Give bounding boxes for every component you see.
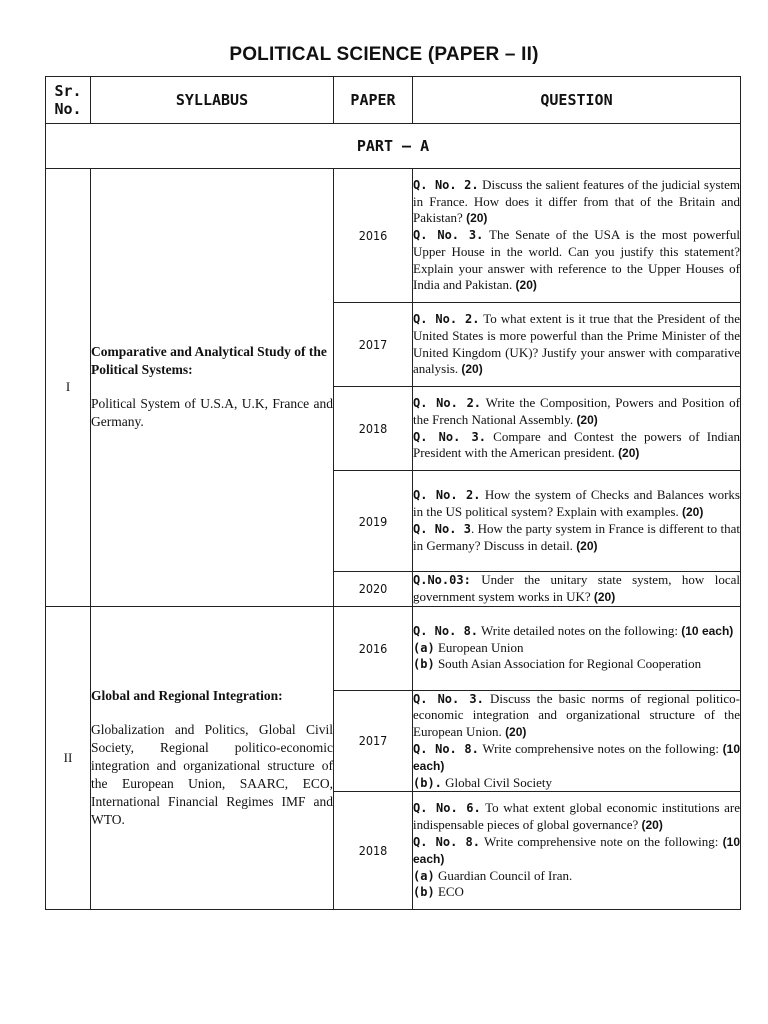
question-text: Under the unitary state system, how local government system works in UK? xyxy=(413,572,740,604)
header-sr-no: Sr. No. xyxy=(46,77,91,124)
question-item xyxy=(413,800,740,834)
question-text: . How the party system in France is different to that in Germany? Discuss in detail. xyxy=(413,521,740,553)
question-marks: (20) xyxy=(461,362,483,377)
question-number: Q. No. 3. xyxy=(413,429,486,444)
question-marks: (20) xyxy=(466,211,488,226)
question-item xyxy=(413,868,740,885)
question-item xyxy=(413,656,740,673)
question-number: Q. No. 8. xyxy=(413,623,479,638)
question-marks: (10 each) xyxy=(413,741,740,773)
question-cell xyxy=(413,169,741,303)
question-text: Discuss the basic norms of regional politico-economic integration and organizational structure of the European Union. xyxy=(413,690,740,740)
question-cell xyxy=(413,606,741,690)
question-marks: (20) xyxy=(618,446,640,461)
syllabus-topic: Global and Regional Integration: xyxy=(91,687,283,703)
question-text: The Senate of the USA is the most powerful Upper House in the world. Can you justify this statement? Explain your answer with reference to the Upper Houses of India and Pakistan. xyxy=(413,227,740,293)
question-item xyxy=(413,884,740,901)
syllabus-cell xyxy=(91,169,334,607)
question-text: Compare and Contest the powers of Indian President with the American president. xyxy=(413,428,740,461)
header-row xyxy=(46,77,741,124)
question-item xyxy=(413,311,740,378)
question-item xyxy=(413,429,740,463)
question-item xyxy=(413,775,740,792)
question-cell xyxy=(413,572,741,607)
question-item xyxy=(413,691,740,741)
question-cell xyxy=(413,387,741,471)
question-number: Q. No. 3. xyxy=(413,228,484,243)
question-marks: (20) xyxy=(576,412,598,427)
header-syllabus: SYLLABUS xyxy=(91,77,334,124)
table-body xyxy=(46,124,741,910)
question-number: Q. No. 2. xyxy=(413,488,481,503)
question-text: Write comprehensive notes on the following: xyxy=(478,740,723,756)
question-text: Write the Composition, Powers and Position of the French National Assembly. xyxy=(413,394,740,427)
question-cell xyxy=(413,792,741,910)
question-item xyxy=(413,834,740,868)
paper-year: 2019 xyxy=(334,471,413,572)
paper-year: 2020 xyxy=(334,572,413,607)
question-text: Write comprehensive note on the following: xyxy=(480,834,723,850)
question-number: Q. No. 2. xyxy=(413,311,480,326)
table-row xyxy=(46,606,741,690)
question-cell xyxy=(413,471,741,572)
question-marks: (10 each) xyxy=(413,835,740,866)
header-question: QUESTION xyxy=(413,77,741,124)
question-text: How the system of Checks and Balances works in the US political system? Explain with examples. xyxy=(413,487,740,520)
question-text: To what extent is it true that the President of the United States is more powerful than the Prime Minister of the United Kingdom (UK)? Justify your answer with comparative analysis. xyxy=(413,310,741,377)
question-text: ECO xyxy=(434,884,464,900)
serial-number: II xyxy=(46,606,91,910)
question-item xyxy=(413,227,740,294)
question-number: Q. No. 2. xyxy=(413,177,479,192)
question-item xyxy=(413,623,740,640)
question-item xyxy=(413,741,740,775)
question-number: Q. No. 8. xyxy=(413,741,479,756)
table-row xyxy=(46,169,741,303)
question-text: To what extent global economic institutions are indispensable pieces of global governance? xyxy=(413,800,740,833)
question-item xyxy=(413,572,740,606)
question-item xyxy=(413,487,740,521)
header-paper: PAPER xyxy=(334,77,413,124)
syllabus-cell xyxy=(91,606,334,910)
question-marks: (20) xyxy=(681,505,704,520)
syllabus-description: Political System of U.S.A, U.K, France and Germany. xyxy=(91,396,333,430)
part-label: PART – A xyxy=(46,124,741,169)
part-row xyxy=(46,124,741,169)
question-marks: (20) xyxy=(515,278,537,293)
syllabus-description: Globalization and Politics, Global Civil Society, Regional politico-economic integration and organizational structure of the European Union, SAARC, ECO, International Financial Regimes IMF and WTO. xyxy=(91,721,333,827)
question-number: (b) xyxy=(413,657,435,672)
paper-year: 2017 xyxy=(334,690,413,792)
question-item xyxy=(413,640,740,657)
question-number: Q. No. 8. xyxy=(413,835,481,850)
question-number: (b). xyxy=(413,775,442,790)
question-number: Q. No. 3. xyxy=(413,691,484,706)
paper-year: 2016 xyxy=(334,606,413,690)
serial-number: I xyxy=(46,169,91,607)
question-marks: (20) xyxy=(576,538,598,553)
question-text: Discuss the salient features of the judicial system in France. How does it differ from that of the Britain and Pakistan? xyxy=(413,176,740,226)
question-text: South Asian Association for Regional Cooperation xyxy=(434,656,702,672)
question-number: Q. No. 3 xyxy=(413,522,471,536)
question-item xyxy=(413,395,740,429)
page-title: POLITICAL SCIENCE (PAPER – II) xyxy=(229,44,539,65)
question-number: Q. No. 6. xyxy=(413,801,481,816)
question-marks: (20) xyxy=(641,818,663,833)
question-number: (a) xyxy=(413,640,435,655)
question-item xyxy=(413,177,740,227)
paper-year: 2016 xyxy=(334,169,413,303)
question-marks: (10 each) xyxy=(681,623,734,638)
question-number: (a) xyxy=(413,868,435,883)
paper-year: 2018 xyxy=(334,792,413,910)
question-item xyxy=(413,521,740,555)
question-number: (b) xyxy=(413,885,435,900)
question-marks: (20) xyxy=(505,725,527,740)
question-text: European Union xyxy=(434,639,524,655)
syllabus-table xyxy=(45,76,741,910)
question-marks: (20) xyxy=(593,589,616,604)
paper-year: 2017 xyxy=(334,303,413,387)
question-cell xyxy=(413,303,741,387)
question-text: Write detailed notes on the following: xyxy=(478,622,682,638)
question-text: Global Civil Society xyxy=(441,774,553,790)
question-text: Guardian Council of Iran. xyxy=(434,867,573,883)
paper-year: 2018 xyxy=(334,387,413,471)
question-number: Q.No.03: xyxy=(413,573,471,587)
question-cell xyxy=(413,690,741,792)
syllabus-topic: Comparative and Analytical Study of the Political Systems: xyxy=(91,344,327,378)
question-number: Q. No. 2. xyxy=(413,395,482,410)
